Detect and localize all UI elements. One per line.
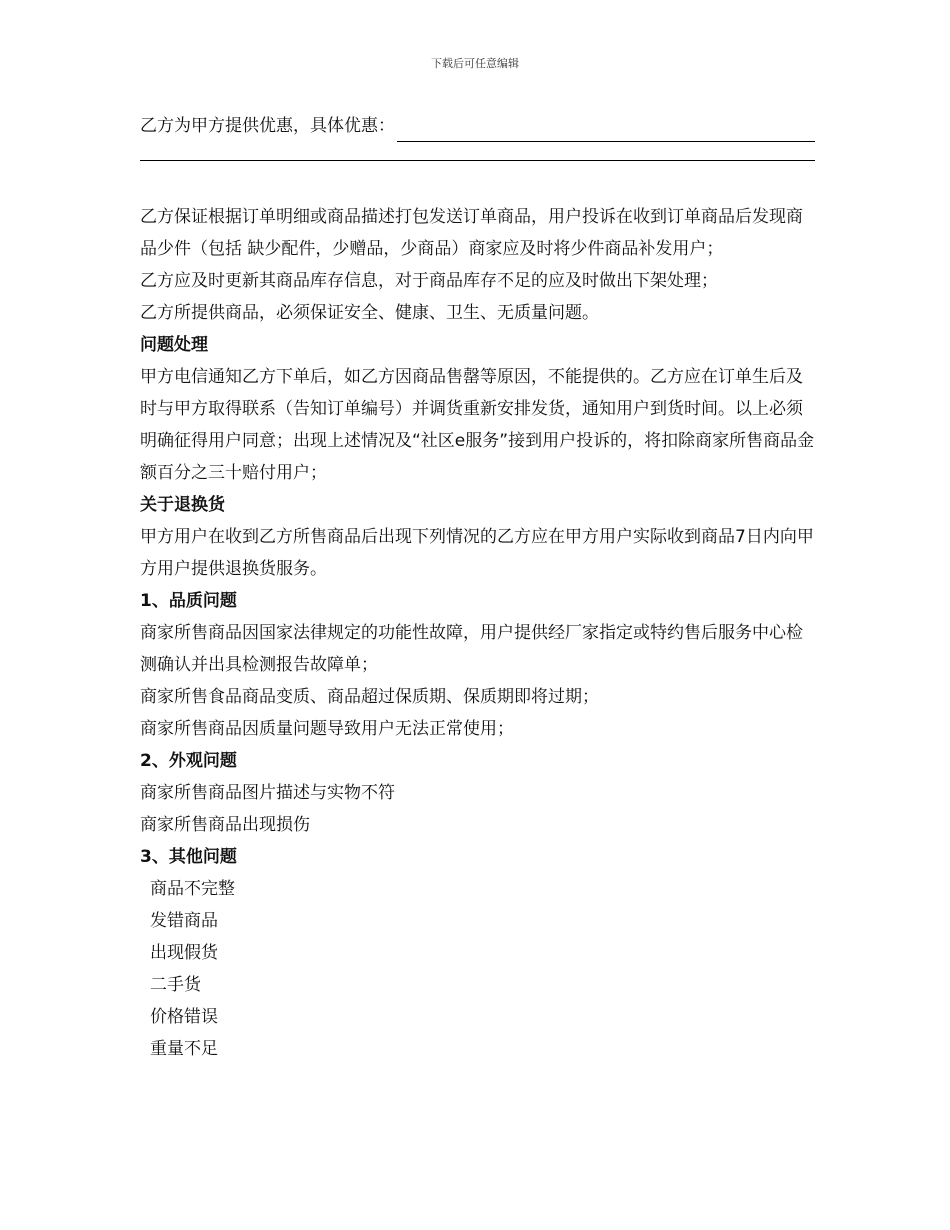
quality-item: 商家所售商品因质量问题导致用户无法正常使用； xyxy=(140,719,514,739)
other-item: 价格错误 xyxy=(150,1007,218,1027)
paragraph-inventory: 乙方应及时更新其商品库存信息，对于商品库存不足的应及时做出下架处理； xyxy=(140,271,718,291)
other-item: 二手货 xyxy=(150,975,201,995)
quality-item: 商家所售商品因国家法律规定的功能性故障，用户提供经厂家指定或特约售后服务中心检测确认并出具检测报告故障单； xyxy=(140,623,803,675)
paragraph-shipping: 乙方保证根据订单明细或商品描述打包发送订单商品，用户投诉在收到订单商品后发现商品少件（包括 缺少配件，少赠品，少商品）商家应及时将少件商品补发用户； xyxy=(140,207,803,259)
problem-heading: 问题处理 xyxy=(140,335,208,355)
other-item: 商品不完整 xyxy=(150,879,235,899)
problem-text: 甲方电信通知乙方下单后，如乙方因商品售罄等原因，不能提供的。乙方应在订单生后及时与甲方取得联系（告知订单编号）并调货重新安排发货，通知用户到货时间。以上必须明确征得用户同意；出现上述情况及“社区e服务”接到用户投诉的，将扣除商家所售商品金额百分之三十赔付用户； xyxy=(140,367,815,483)
discount-label: 乙方为甲方提供优惠，具体优惠： xyxy=(140,116,395,136)
appearance-item: 商家所售商品出现损伤 xyxy=(140,815,310,835)
paragraph-safety: 乙方所提供商品，必须保证安全、健康、卫生、无质量问题。 xyxy=(140,303,599,323)
discount-blank xyxy=(397,119,815,142)
other-heading: 3、其他问题 xyxy=(140,847,237,867)
appearance-heading: 2、外观问题 xyxy=(140,751,237,771)
return-text: 甲方用户在收到乙方所售商品后出现下列情况的乙方应在甲方用户实际收到商品7日内向甲方用户提供退换货服务。 xyxy=(140,527,814,579)
quality-item: 商家所售食品商品变质、商品超过保质期、保质期即将过期； xyxy=(140,687,599,707)
page-header-note: 下载后可任意编辑 xyxy=(431,57,519,70)
return-heading: 关于退换货 xyxy=(140,495,225,515)
document-body xyxy=(140,110,815,1065)
other-item: 发错商品 xyxy=(150,911,218,931)
quality-heading: 1、品质问题 xyxy=(140,591,237,611)
other-item: 重量不足 xyxy=(150,1039,218,1059)
discount-blank-second xyxy=(140,142,815,161)
other-item: 出现假货 xyxy=(150,943,218,963)
discount-line xyxy=(140,110,815,142)
appearance-item: 商家所售商品图片描述与实物不符 xyxy=(140,783,395,803)
spacer xyxy=(140,161,815,201)
